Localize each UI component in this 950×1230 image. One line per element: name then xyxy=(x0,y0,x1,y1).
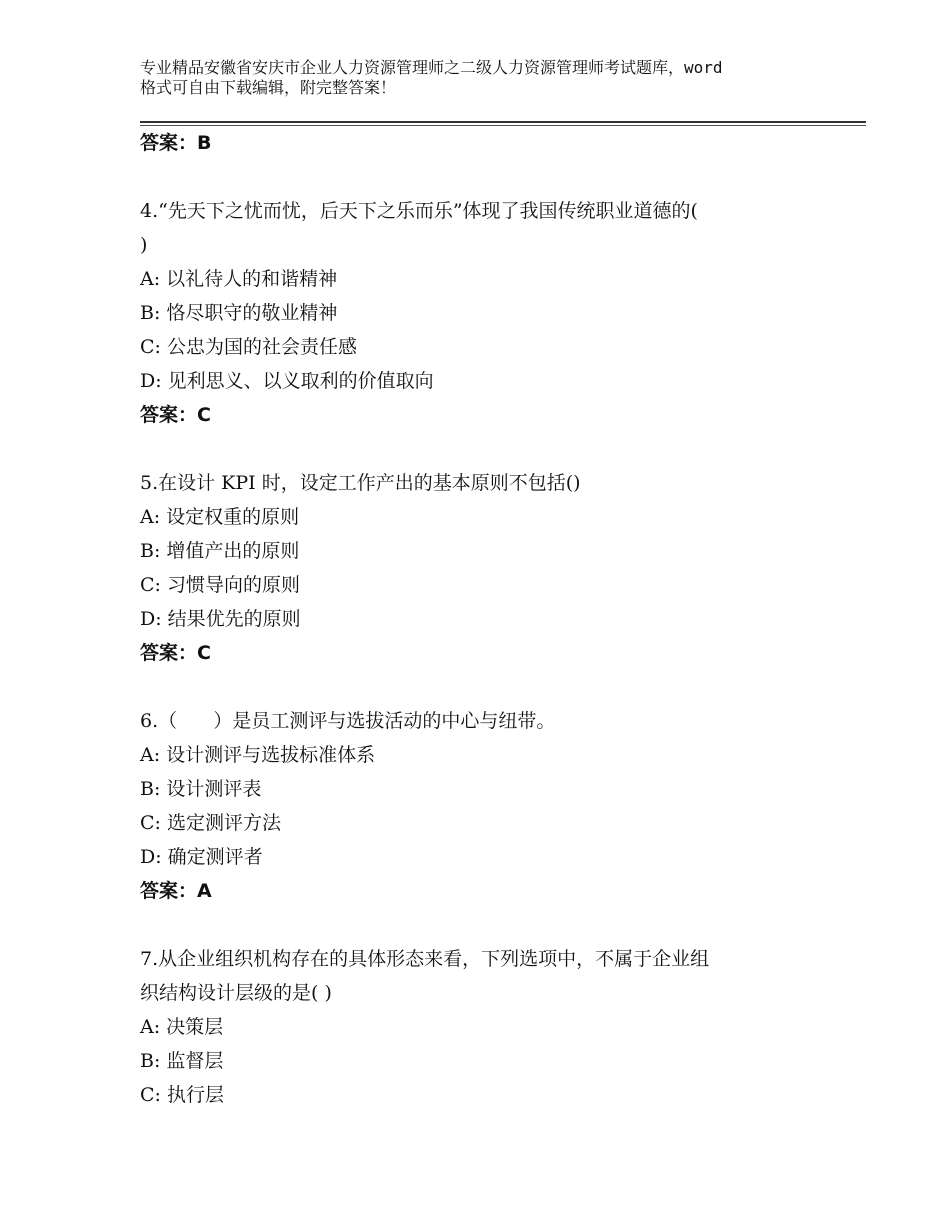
question-7-option-a: A: 决策层 xyxy=(140,1016,224,1038)
question-7 xyxy=(140,942,840,1112)
question-4-option-d: D: 见利思义、以义取利的价值取向 xyxy=(140,370,434,392)
question-5-stem: 5.在设计 KPI 时，设定工作产出的基本原则不包括() xyxy=(140,472,581,494)
question-4-stem: 4.“先天下之忧而忧，后天下之乐而乐”体现了我国传统职业道德的( xyxy=(140,200,698,222)
question-6 xyxy=(140,704,840,908)
question-7-stem-cont: 织结构设计层级的是( ) xyxy=(140,982,332,1004)
question-4-option-c: C: 公忠为国的社会责任感 xyxy=(140,336,357,358)
header-line-1: 专业精品安徽省安庆市企业人力资源管理师之二级人力资源管理师考试题库，word xyxy=(140,58,723,77)
question-4-stem-cont: ) xyxy=(140,234,148,256)
answer-q5: 答案：C xyxy=(140,642,211,664)
question-4-option-b: B: 恪尽职守的敬业精神 xyxy=(140,302,338,324)
question-5-option-c: C: 习惯导向的原则 xyxy=(140,574,300,596)
answer-q6: 答案：A xyxy=(140,880,212,902)
question-6-option-d: D: 确定测评者 xyxy=(140,846,263,868)
question-7-option-c: C: 执行层 xyxy=(140,1084,224,1106)
question-4 xyxy=(140,194,840,432)
question-5 xyxy=(140,466,840,670)
question-7-stem: 7.从企业组织机构存在的具体形态来看，下列选项中，不属于企业组 xyxy=(140,948,710,970)
answer-q3: 答案：B xyxy=(140,132,212,154)
document-header xyxy=(140,58,830,98)
question-5-option-a: A: 设定权重的原则 xyxy=(140,506,300,528)
question-5-option-d: D: 结果优先的原则 xyxy=(140,608,301,630)
header-line-2: 格式可自由下载编辑，附完整答案！ xyxy=(140,78,397,97)
answer-q4: 答案：C xyxy=(140,404,211,426)
question-6-option-a: A: 设计测评与选拔标准体系 xyxy=(140,744,376,766)
question-6-option-b: B: 设计测评表 xyxy=(140,778,262,800)
header-rule-thick xyxy=(140,121,866,123)
document-body xyxy=(140,126,840,1112)
question-7-option-b: B: 监督层 xyxy=(140,1050,224,1072)
question-6-option-c: C: 选定测评方法 xyxy=(140,812,281,834)
question-5-option-b: B: 增值产出的原则 xyxy=(140,540,300,562)
question-6-stem: 6.（ ）是员工测评与选拔活动的中心与纽带。 xyxy=(140,710,556,732)
question-4-option-a: A: 以礼待人的和谐精神 xyxy=(140,268,338,290)
